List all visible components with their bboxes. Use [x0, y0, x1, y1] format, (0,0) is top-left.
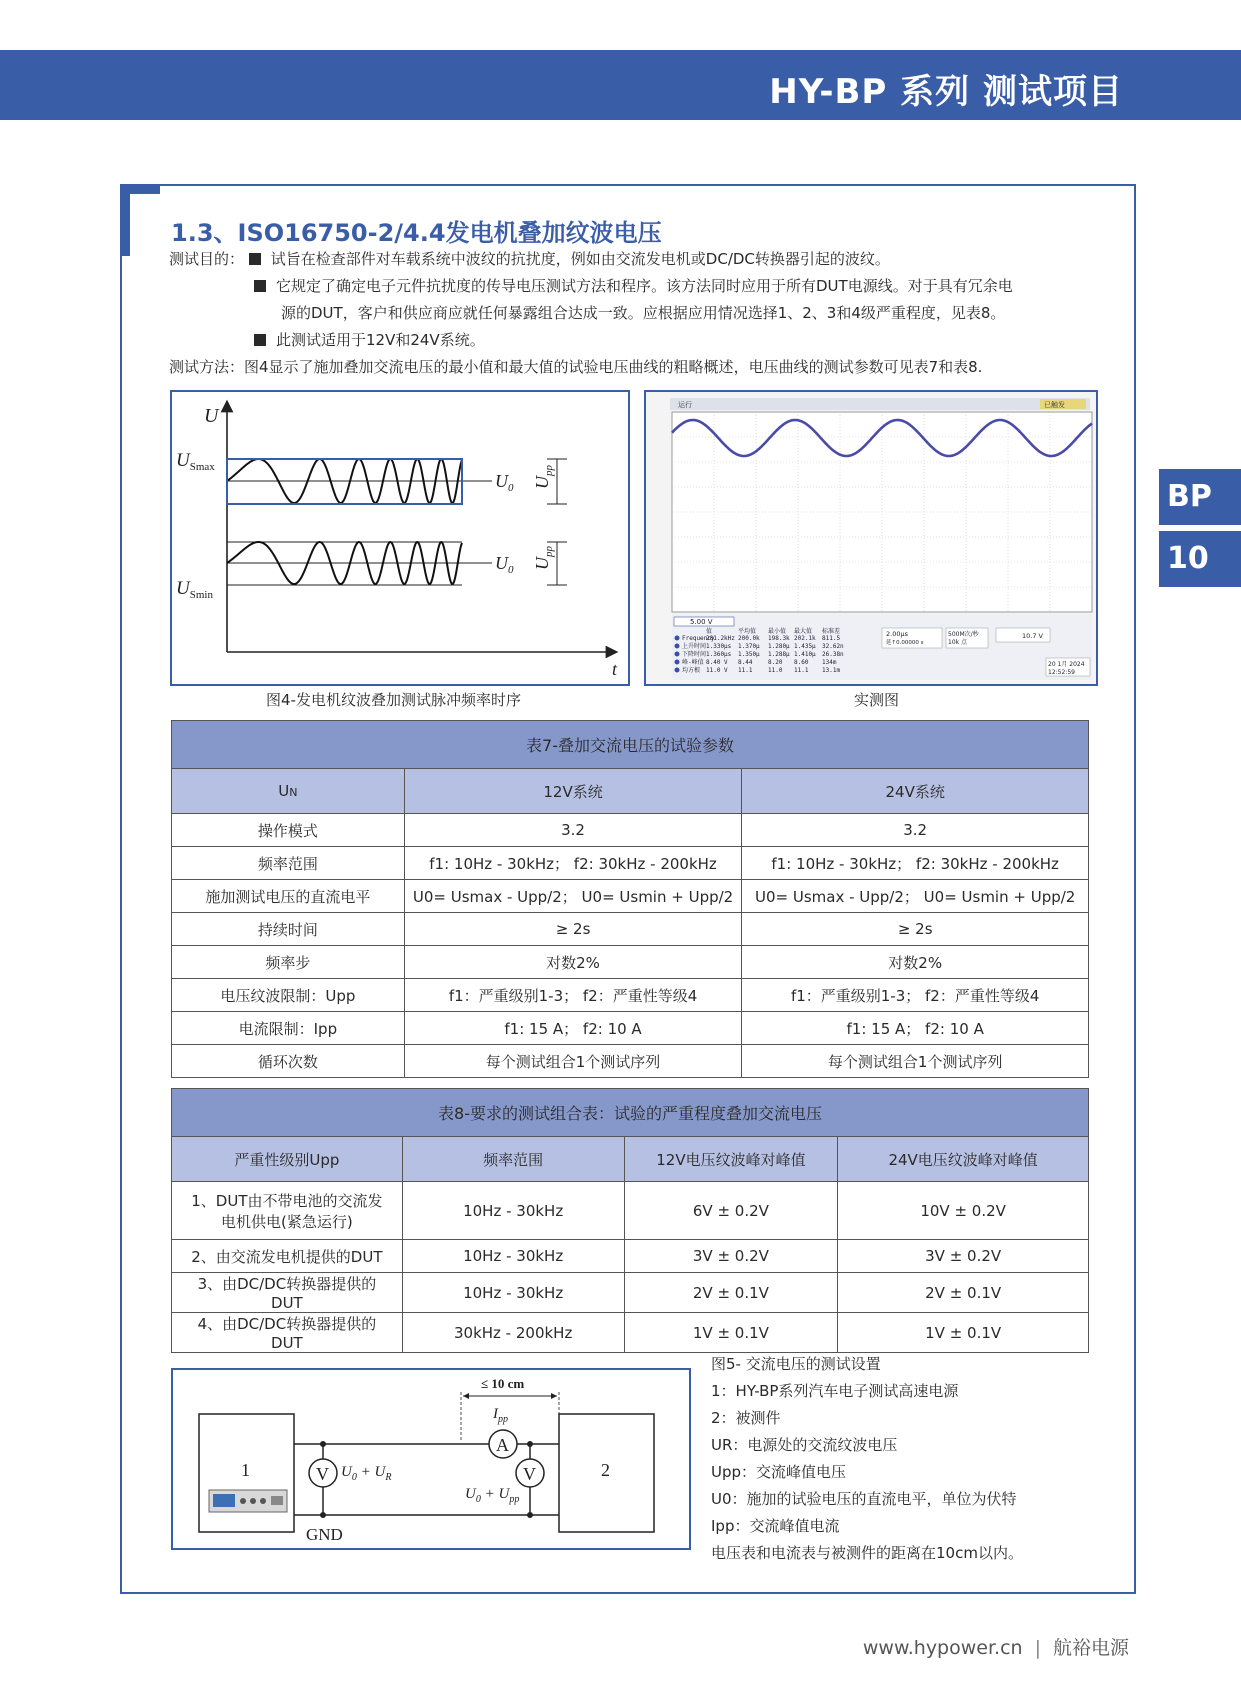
table8-cell-freq: 30kHz - 200kHz — [402, 1313, 624, 1353]
table7-cell-v24: 3.2 — [742, 814, 1089, 847]
table7-cell-label: 电流限制：Ipp — [172, 1012, 405, 1045]
table7-cell-v24: ≥ 2s — [742, 913, 1089, 946]
scope-stat-cell: 8.40 V — [706, 659, 728, 666]
table8-cell-v24: 10V ± 0.2V — [838, 1182, 1089, 1240]
table7-cell-v24: 每个测试组合1个测试序列 — [742, 1045, 1089, 1078]
side-tab-page: 10 — [1159, 531, 1241, 587]
svg-text:V: V — [523, 1464, 536, 1484]
fig5-legend-line: U0：施加的试验电压的直流电平，单位为伏特 — [711, 1490, 1017, 1508]
scope-stat-header: 标准差 — [822, 628, 841, 635]
fig5-legend-line: Ipp：交流峰值电流 — [711, 1517, 840, 1535]
upp-upper-label: $U_{pp}$ — [532, 465, 555, 489]
method-label: 测试方法： — [169, 358, 245, 376]
scope-stat-cell: 8.20 — [768, 659, 783, 666]
scope-stat-marker — [675, 644, 680, 649]
side-tab-series: BP — [1159, 469, 1241, 525]
table7-cell-v12: f1: 15 A； f2: 10 A — [404, 1012, 742, 1045]
purpose-line-3 — [254, 327, 485, 354]
table8-cell-v24: 1V ± 0.1V — [838, 1313, 1089, 1353]
scope-stat-cell: 8.44 — [738, 659, 753, 666]
header-bar — [0, 50, 1241, 120]
fig5-legend-line: Upp：交流峰值电压 — [711, 1463, 847, 1481]
table7-cell-label: 施加测试电压的直流电平 — [172, 880, 405, 913]
u0-ur-label: $U_0 + U_R$ — [341, 1464, 392, 1483]
scope-stat-cell: 1.330µs — [706, 643, 732, 650]
fig4-diagram — [172, 392, 628, 684]
scope-stat-marker — [675, 660, 680, 665]
method-text: 图4显示了施加叠加交流电压的最小值和最大值的试验电压曲线的粗略概述，电压曲线的测试参数可见表7和表8. — [244, 358, 983, 376]
scope-stat-header: 最小值 — [768, 628, 787, 635]
table7-cell-v12: f1: 10Hz - 30kHz； f2: 30kHz - 200kHz — [404, 847, 742, 880]
svg-text:V: V — [316, 1464, 329, 1484]
bullet-icon — [254, 280, 266, 292]
fig4-caption: 图4-发电机纹波叠加测试脉冲频率时序 — [266, 691, 521, 709]
table7-title: 表7-叠加交流电压的试验参数 — [172, 721, 1089, 769]
purpose-line-1 — [169, 246, 890, 273]
scope-stat-cell: 8.60 — [794, 659, 809, 666]
scope-stat-marker — [675, 636, 680, 641]
table7-cell-label: 电压纹波限制：Upp — [172, 979, 405, 1012]
table8 — [171, 1088, 1089, 1353]
table8-cell-v24: 3V ± 0.2V — [838, 1240, 1089, 1273]
table8-head-level: 严重性级别Upp — [172, 1137, 403, 1182]
scope-stat-cell: 下降时间 — [682, 651, 707, 658]
bullet-icon — [249, 253, 261, 265]
table7-row — [172, 847, 1089, 880]
scope-stat-cell: 200.0k — [738, 635, 760, 642]
table7-cell-v12: 对数2% — [404, 946, 742, 979]
table7-head-24v: 24V系统 — [742, 769, 1089, 814]
purpose-label: 测试目的： — [169, 250, 245, 268]
scope-delay: 延↑0.00000 s — [886, 640, 924, 646]
table8-cell-v12: 2V ± 0.1V — [624, 1273, 838, 1313]
section-title: 1.3、ISO16750-2/4.4发电机叠加纹波电压 — [171, 219, 662, 247]
scope-stat-cell: 11.0 — [768, 667, 783, 674]
table8-cell-level: 2、由交流发电机提供的DUT — [172, 1240, 403, 1273]
gnd-label: GND — [306, 1525, 343, 1544]
box1-label: 1 — [241, 1460, 250, 1480]
scope-stat-cell: 26.38n — [822, 651, 844, 658]
purpose-bullet-2: 它规定了确定电子元件抗扰度的传导电压测试方法和程序。该方法同时应用于所有DUT电源线。对于具有冗余电 — [276, 277, 1013, 295]
table7-cell-label: 频率步 — [172, 946, 405, 979]
table8-cell-v12: 1V ± 0.1V — [624, 1313, 838, 1353]
scope-stat-cell: 13.1m — [822, 667, 841, 674]
power-supply-icon — [209, 1490, 287, 1512]
table7-row — [172, 946, 1089, 979]
upp-lower-label: $U_{pp}$ — [532, 546, 555, 570]
table7-cell-v24: f1: 15 A； f2: 10 A — [742, 1012, 1089, 1045]
scope-stat-cell: 811.5 — [822, 635, 841, 642]
table7-cell-v24: f1: 10Hz - 30kHz； f2: 30kHz - 200kHz — [742, 847, 1089, 880]
table7-row — [172, 1045, 1089, 1078]
scope-stat-cell: 202.1k — [794, 635, 816, 642]
table7-head-un: UN — [172, 769, 405, 814]
scope-capture — [646, 392, 1096, 684]
table7-cell-label: 持续时间 — [172, 913, 405, 946]
table7-head-12v: 12V系统 — [404, 769, 742, 814]
table7-row — [172, 814, 1089, 847]
table8-cell-level: 3、由DC/DC转换器提供的DUT — [172, 1273, 403, 1313]
fig5-legend-line: 图5- 交流电压的测试设置 — [711, 1355, 881, 1373]
table7-row — [172, 913, 1089, 946]
table7-cell-v12: U0= Usmax - Upp/2； U0= Usmin + Upp/2 — [404, 880, 742, 913]
scope-stat-cell: Frequency — [682, 635, 715, 642]
table7-cell-v12: ≥ 2s — [404, 913, 742, 946]
table8-head-freq: 频率范围 — [402, 1137, 624, 1182]
page-title: HY-BP 系列 测试项目 — [769, 72, 1123, 112]
u0-upp-label: $U_0 + U_{pp}$ — [465, 1486, 520, 1505]
usmin-label: $U_{Smin}$ — [176, 578, 213, 601]
purpose-bullet-2-cont: 源的DUT，客户和供应商应就任何暴露组合达成一致。应根据应用情况选择1、2、3和4级严重程度，见表8。 — [281, 304, 1006, 322]
table8-cell-level: 4、由DC/DC转换器提供的DUT — [172, 1313, 403, 1353]
fig5-legend-line: 1：HY-BP系列汽车电子测试高速电源 — [711, 1382, 959, 1400]
u0-upper-label: $U_0$ — [495, 471, 514, 494]
table7-cell-label: 频率范围 — [172, 847, 405, 880]
table8-row — [172, 1313, 1089, 1353]
scope-stat-cell: 1.288µ — [768, 651, 790, 658]
bullet-icon — [254, 334, 266, 346]
method-line — [169, 354, 982, 381]
scope-stat-cell: 1.370µ — [738, 643, 760, 650]
scope-sample-rate: 500M次/秒 — [948, 631, 979, 638]
table7 — [171, 720, 1089, 1078]
footer: www.hypower.cn | 航裕电源 — [862, 1637, 1129, 1659]
scope-stat-cell: 11.1 — [738, 667, 753, 674]
table8-row — [172, 1182, 1089, 1240]
scope-stat-cell: 1.360µs — [706, 651, 732, 658]
footer-brand: 航裕电源 — [1052, 1637, 1129, 1659]
fig4-box — [170, 390, 630, 686]
scope-stat-cell: 1.435µ — [794, 643, 816, 650]
table7-cell-v12: f1：严重级别1-3； f2：严重性等级4 — [404, 979, 742, 1012]
scope-stat-cell: 1.410µ — [794, 651, 816, 658]
scope-trigger-level: 10.7 V — [1022, 632, 1043, 640]
table8-cell-freq: 10Hz - 30kHz — [402, 1182, 624, 1240]
table7-cell-v24: f1：严重级别1-3； f2：严重性等级4 — [742, 979, 1089, 1012]
scope-stat-cell: 1.280µ — [768, 643, 790, 650]
table8-cell-freq: 10Hz - 30kHz — [402, 1273, 624, 1313]
scope-caption: 实测图 — [854, 691, 900, 709]
table8-cell-v12: 6V ± 0.2V — [624, 1182, 838, 1240]
scope-run-state: 运行 — [678, 401, 692, 409]
table8-cell-freq: 10Hz - 30kHz — [402, 1240, 624, 1273]
purpose-line-2 — [254, 273, 1013, 300]
scope-stat-cell: 上升时间 — [682, 643, 707, 650]
table8-cell-v24: 2V ± 0.1V — [838, 1273, 1089, 1313]
scope-stat-marker — [675, 652, 680, 657]
scope-stat-cell: 11.0 V — [706, 667, 728, 674]
scope-stat-header: 值 — [706, 628, 713, 635]
table8-title: 表8-要求的测试组合表：试验的严重程度叠加交流电压 — [172, 1089, 1089, 1137]
scope-stat-marker — [675, 668, 680, 673]
table7-cell-label: 操作模式 — [172, 814, 405, 847]
table7-cell-v12: 每个测试组合1个测试序列 — [404, 1045, 742, 1078]
table7-cell-v24: U0= Usmax - Upp/2； U0= Usmin + Upp/2 — [742, 880, 1089, 913]
scope-stat-cell: 1.350µ — [738, 651, 760, 658]
scope-stat-cell: 198.3k — [768, 635, 790, 642]
u0-lower-label: $U_0$ — [495, 553, 514, 576]
scope-stat-cell: 均方根 — [682, 667, 701, 674]
ipp-label: $I_{pp}$ — [493, 1406, 508, 1425]
box2-label: 2 — [601, 1460, 610, 1480]
scope-stat-cell: 32.62n — [822, 643, 844, 650]
table7-cell-label: 循环次数 — [172, 1045, 405, 1078]
scope-points: 10k 点 — [948, 639, 968, 646]
footer-url[interactable]: www.hypower.cn — [862, 1637, 1023, 1659]
scope-time: 12:52:59 — [1048, 669, 1075, 676]
fig5-box — [171, 1368, 691, 1550]
table7-cell-v12: 3.2 — [404, 814, 742, 847]
scope-date: 20 1月 2024 — [1048, 661, 1085, 668]
table7-row — [172, 979, 1089, 1012]
scope-stat-cell: 11.1 — [794, 667, 809, 674]
fig5-legend-line: 2：被测件 — [711, 1409, 781, 1427]
table7-row — [172, 1012, 1089, 1045]
svg-text:A: A — [496, 1435, 509, 1455]
fig5-legend-line: UR：电源处的交流纹波电压 — [711, 1436, 898, 1454]
distance-label: ≤ 10 cm — [481, 1376, 525, 1391]
table8-head-12v: 12V电压纹波峰对峰值 — [624, 1137, 838, 1182]
scope-channel-scale: 5.00 V — [690, 618, 713, 626]
scope-timebase: 2.00µs — [886, 630, 908, 638]
scope-stat-header: 最大值 — [794, 628, 813, 635]
scope-trigger-state: 已触发 — [1044, 401, 1065, 409]
scope-stat-cell: 201.2kHz — [706, 635, 735, 642]
table7-row — [172, 880, 1089, 913]
axis-t-label: t — [612, 659, 618, 679]
table8-cell-v12: 3V ± 0.2V — [624, 1240, 838, 1273]
axis-u-label: U — [204, 405, 219, 427]
scope-box — [644, 390, 1098, 686]
table8-row — [172, 1240, 1089, 1273]
scope-stat-cell: 峰-峰值 — [682, 659, 704, 666]
fig5-diagram — [173, 1370, 689, 1548]
table7-cell-v24: 对数2% — [742, 946, 1089, 979]
scope-stat-header: 平均值 — [738, 628, 757, 635]
scope-stat-cell: 134m — [822, 659, 837, 666]
table8-head-24v: 24V电压纹波峰对峰值 — [838, 1137, 1089, 1182]
table8-row — [172, 1273, 1089, 1313]
table8-cell-level: 1、DUT由不带电池的交流发电机供电(紧急运行) — [172, 1182, 403, 1240]
usmax-label: $U_{Smax}$ — [176, 450, 215, 473]
fig5-legend-line: 电压表和电流表与被测件的距离在10cm以内。 — [711, 1544, 1023, 1562]
purpose-bullet-1: 试旨在检查部件对车载系统中波纹的抗扰度，例如由交流发电机或DC/DC转换器引起的波纹。 — [270, 250, 890, 268]
purpose-bullet-3: 此测试适用于12V和24V系统。 — [276, 331, 485, 349]
